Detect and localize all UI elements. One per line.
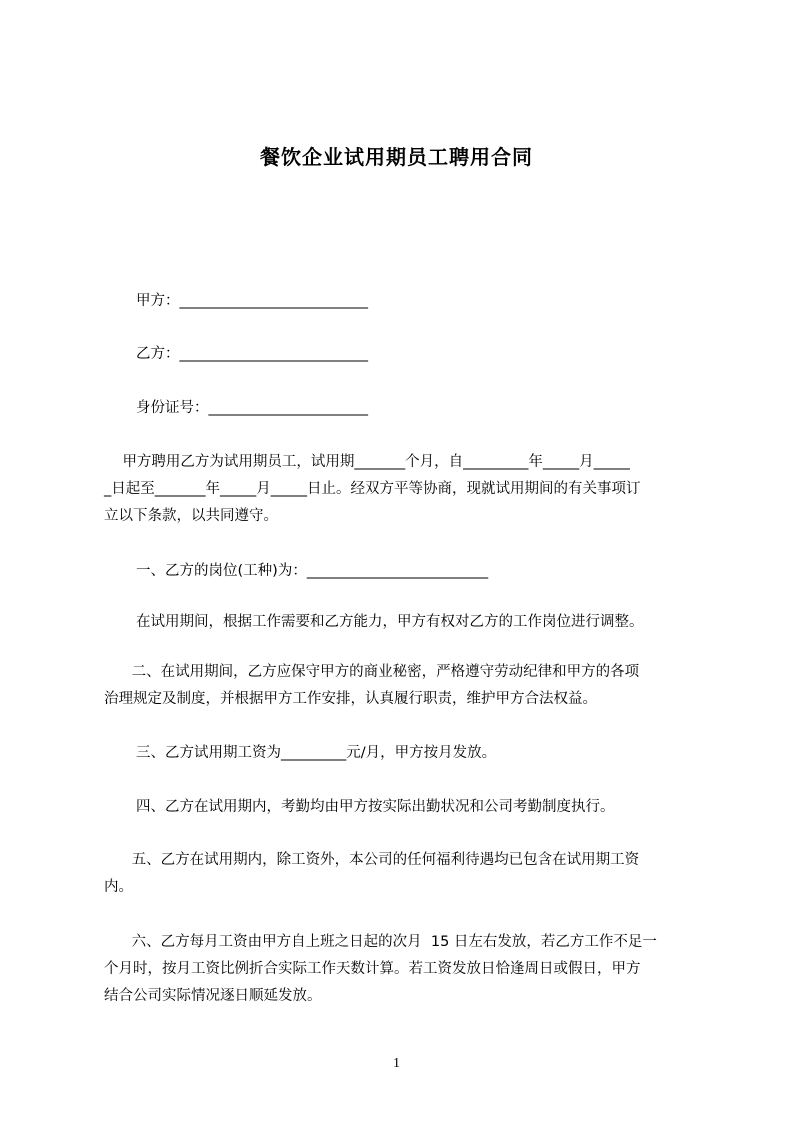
document-title: 餐饮企业试用期员工聘用合同 (260, 145, 533, 169)
clause-5-paragraph: 五、乙方在试用期内，除工资外，本公司的任何福利待遇均已包含在试用期工资 内。 (104, 852, 640, 895)
party-b-field: 乙方：__________________________ (136, 346, 368, 362)
party-a-field: 甲方：__________________________ (136, 293, 368, 309)
clause-6-paragraph: 六、乙方每月工资由甲方自上班之日起的次月 15 日左右发放，若乙方工作不足一 个月时，按月工资比例折合实际工作天数计算。若工资发放日恰逢周日或假日，甲方 结合公司实际情况逐日顺延发放。 (104, 934, 657, 1004)
clause-3-salary: 三、乙方试用期工资为_________元/月，甲方按月发放。 (136, 745, 497, 761)
intro-paragraph: 甲方聘用乙方为试用期员工，试用期_______个月，自_________年_____月_____ _日起至_______年_____月_____日止。经双方平等协商，现就试用期间的有关事项订 立以下条款，以共同遵守。 (104, 454, 641, 524)
clause-1-position: 一、乙方的岗位(工种)为：_________________________ (136, 563, 489, 579)
clause-4-attendance: 四、乙方在试用期内，考勤均由甲方按实际出勤状况和公司考勤制度执行。 (136, 799, 615, 815)
page-number: 1 (393, 1056, 400, 1071)
clause-1-note: 在试用期间，根据工作需要和乙方能力，甲方有权对乙方的工作岗位进行调整。 (136, 614, 644, 630)
id-number-field: 身份证号：______________________ (136, 400, 368, 416)
clause-2-paragraph: 二、在试用期间，乙方应保守甲方的商业秘密，严格遵守劳动纪律和甲方的各项 治理规定及制度，并根据甲方工作安排，认真履行职责，维护甲方合法权益。 (104, 664, 640, 707)
